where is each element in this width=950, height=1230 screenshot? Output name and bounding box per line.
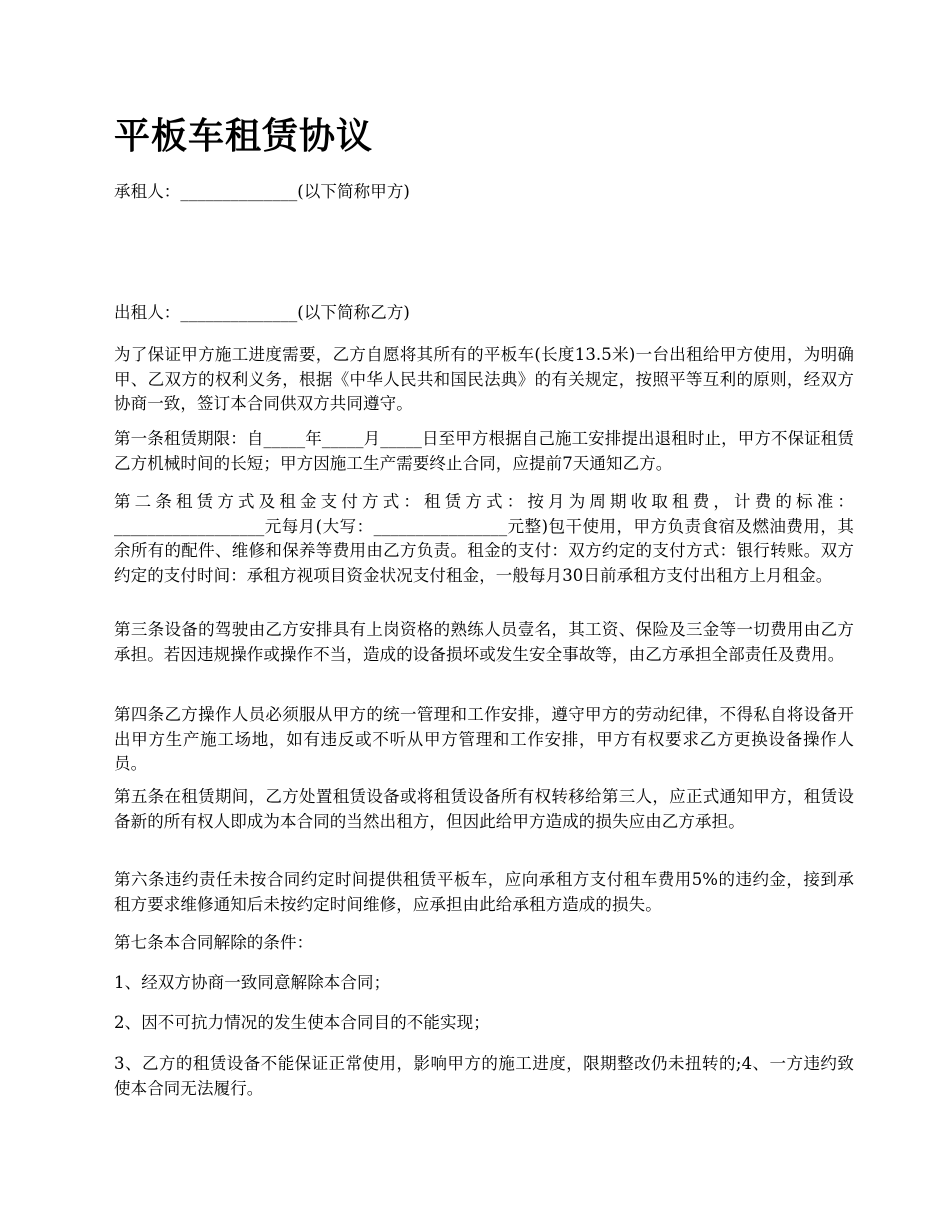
- article-4-paragraph: 第四条乙方操作人员必须服从甲方的统一管理和工作安排，遵守甲方的劳动纪律，不得私自将设备开出甲方生产施工场地，如有违反或不听从甲方管理和工作安排，甲方有权要求乙方更换设备操作人员。: [114, 705, 854, 773]
- article-1-paragraph: 第一条租赁期限：自_____年_____月_____日至甲方根据自己施工安排提出退租时止，甲方不保证租赁乙方机械时间的长短；甲方因施工生产需要终止合同，应提前7天通知乙方。: [114, 429, 854, 473]
- lessee-line: 承租人：______________(以下简称甲方): [114, 182, 410, 201]
- article-7-heading: 第七条本合同解除的条件：: [114, 933, 314, 952]
- article-6-paragraph: 第六条违约责任未按合同约定时间提供租赁平板车，应向承租方支付租车费用5%的违约金，接到承租方要求维修通知后未按约定时间维修，应承担由此给承租方造成的损失。: [114, 870, 854, 914]
- article-3-paragraph: 第三条设备的驾驶由乙方安排具有上岗资格的熟练人员壹名，其工资、保险及三金等一切费用由乙方承担。若因违规操作或操作不当，造成的设备损坏或发生安全事故等，由乙方承担全部责任及费用。: [114, 620, 854, 664]
- clause-item-2: 2、因不可抗力情况的发生使本合同目的不能实现；: [114, 1013, 490, 1032]
- lessor-line: 出租人：______________(以下简称乙方): [114, 303, 410, 322]
- document-title: 平板车租赁协议: [114, 115, 374, 157]
- clause-item-3: 3、乙方的租赁设备不能保证正常使用，影响甲方的施工进度，限期整改仍未扭转的;4、一方违约致使本合同无法履行。: [114, 1054, 854, 1098]
- clause-item-1: 1、经双方协商一致同意解除本合同；: [114, 973, 391, 992]
- article-5-paragraph: 第五条在租赁期间，乙方处置租赁设备或将租赁设备所有权转移给第三人，应正式通知甲方，租赁设备新的所有权人即成为本合同的当然出租方，但因此给甲方造成的损失应由乙方承担。: [114, 787, 854, 831]
- article-2-paragraph: 第二条租赁方式及租金支付方式：租赁方式：按月为周期收取租费，计费的标准：__________________元每月(大写：________________元整)包干使用，甲方负责食宿及燃油费用，其余所有的配件、维修和保养等费用由乙方负责。租金的支付：双方约定的支付方式：银行转账。双方约定的支付时间：承租方视项目资金状况支付租金，一般每月30日前承租方支付出租方上月租金。: [114, 492, 854, 585]
- preamble-paragraph: 为了保证甲方施工进度需要，乙方自愿将其所有的平板车(长度13.5米)一台出租给甲方使用，为明确甲、乙双方的权利义务，根据《中华人民共和国民法典》的有关规定，按照平等互利的原则，经双方协商一致，签订本合同供双方共同遵守。: [114, 345, 854, 413]
